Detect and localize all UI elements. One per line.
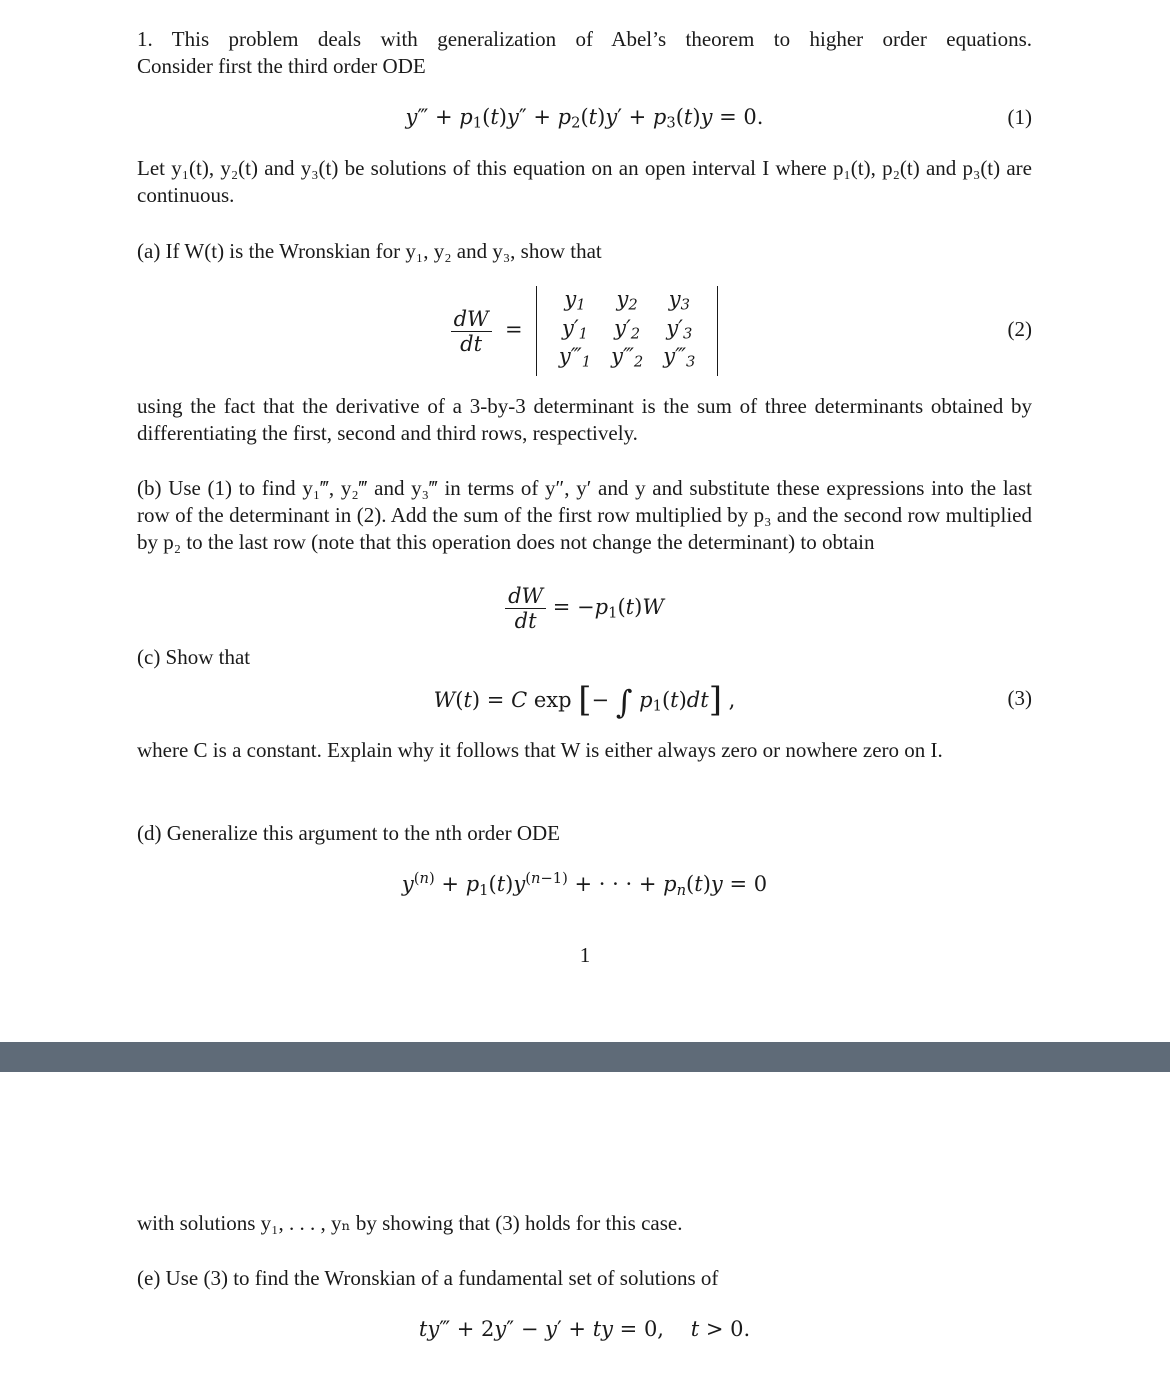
intro-line-1: 1. This problem deals with generalization of Abel’s theorem to higher order equations. (137, 27, 1032, 51)
part-a-text: (a) If W(t) is the Wronskian for y₁, y₂ and y₃, show that (137, 239, 602, 263)
let-paragraph: Let y₁(t), y₂(t) and y₃(t) be solutions of this equation on an open interval I where p₁(t), p₂(t) and p₃(t) are continuous. (137, 156, 1032, 207)
part-e-text: (e) Use (3) to find the Wronskian of a fundamental set of solutions of (137, 1266, 719, 1290)
where-paragraph: where C is a constant. Explain why it follows that W is either always zero or nowhere zero on I. (137, 738, 943, 762)
page-divider (0, 1042, 1170, 1072)
using-paragraph: using the fact that the derivative of a 3-by-3 determinant is the sum of three determinants obtained by differentiating the first, second and third rows, respectively. (137, 394, 1032, 445)
equation-dw-dt: $\frac{dW}{dt}$ = $-p_1(t)W$ (137, 584, 1032, 633)
equation-3: W(t) = C exp [− ∫ $p_1(t)dt$] , (433, 680, 736, 721)
equation-1-label: (1) (1007, 105, 1032, 129)
equation-3-label: (3) (1007, 686, 1032, 710)
equation-nth-order: $y^{(n)} + p_1(t)y^{(n-1)}$ + · · · + $p_n(t)y = 0$ (401, 870, 768, 899)
part-c-text: (c) Show that (137, 645, 251, 669)
equation-e: ty‴ + 2y″ − y′ + ty = 0, t > 0. (418, 1317, 751, 1341)
intro-line-2: Consider first the third order ODE (137, 54, 426, 78)
intro-paragraph (137, 26, 1032, 80)
dw-dt-fraction: $\frac{dW}{dt}$ (451, 307, 492, 356)
wronskian-determinant: $y_1$ $y_2$ $y_3$ $y'_1$ $y'_2$ $y'_3$ $y‴_1$ $y‴_2$ $y‴_3$ (536, 286, 718, 376)
equation-2: $\frac{dW}{dt}$ = $y_1$ $y_2$ $y_3$ $y'_1$ $y'_2$ $y'_3$ $y‴_1$ $y‴_2$ $y‴_3$ (137, 286, 1032, 376)
part-b-text: (b) Use (1) to find y₁‴, y₂‴ and y₃‴ in terms of y″, y′ and y and substitute these expressions into the last row of the determinant in (2). Add the sum of the first row multiplied by p₃ and the second row multiplied by p₂ to the last row (note that this operation does not change the determinant) to obtain (137, 476, 1032, 554)
equation-1: y‴ + $p_1(t)y'' + p_2(t)y' + p_3(t)y = 0$. (405, 105, 764, 132)
equation-2-label: (2) (1007, 317, 1032, 341)
part-d-text: (d) Generalize this argument to the nth order ODE (137, 821, 560, 845)
page-number: 1 (579, 943, 591, 967)
page-2 (0, 1072, 1170, 1393)
with-solutions-text: with solutions y₁, . . . , yₙ by showing that (3) holds for this case. (137, 1211, 683, 1235)
